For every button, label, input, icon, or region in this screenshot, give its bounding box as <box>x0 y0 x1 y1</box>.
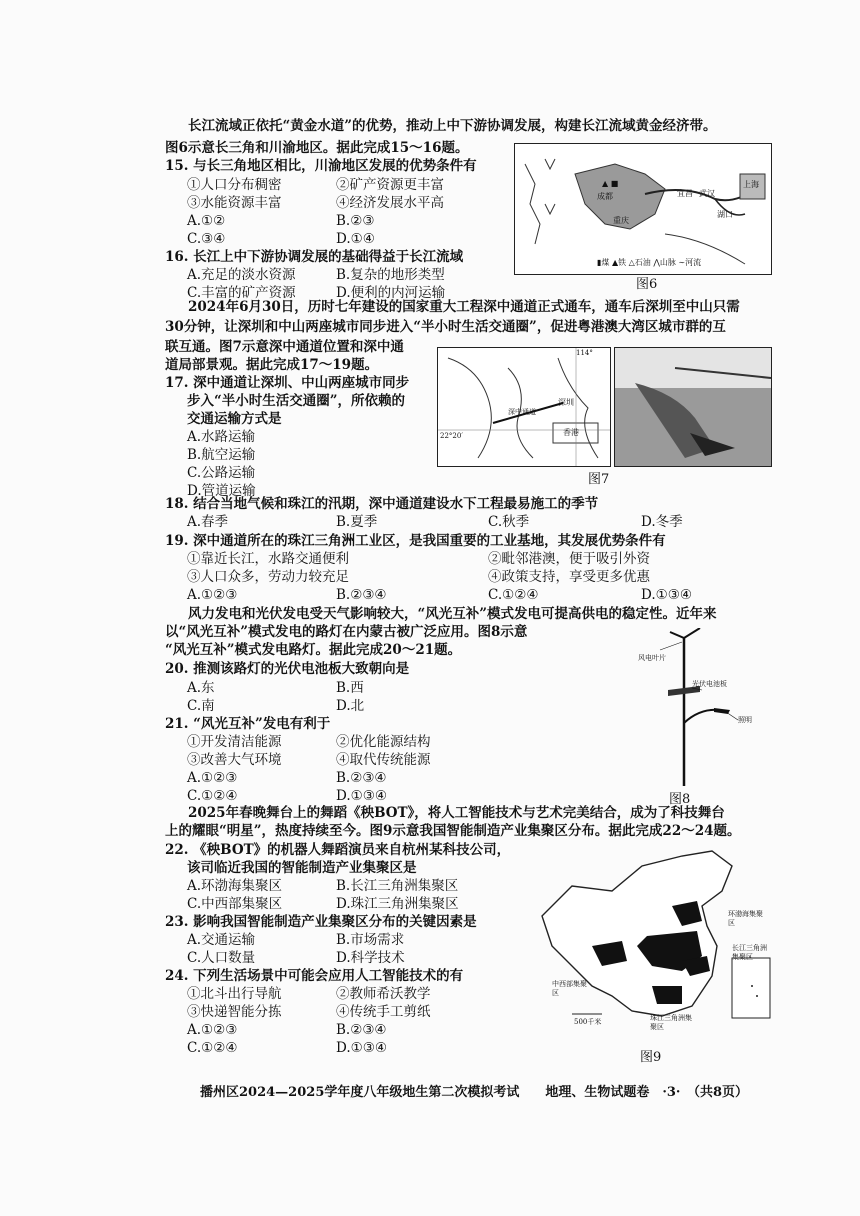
intro-17-19-line1: 2024年6月30日，历时七年建设的国家重大工程深中通道正式通车，通车后深圳至中山只需 <box>188 299 740 315</box>
figure-7-bridge-photo <box>614 347 772 467</box>
label-hukou: 湖口 <box>717 210 733 219</box>
q15-choice-a: A.①② <box>187 213 226 229</box>
q24-stem: 24. 下列生活场景中可能会应用人工智能技术的有 <box>165 968 464 984</box>
q21-opt2: ②优化能源结构 <box>336 734 431 750</box>
q15-opt2: ②矿产资源更丰富 <box>336 177 444 193</box>
q17-stem-line1: 17. 深中通道让深圳、中山两座城市同步 <box>165 375 410 391</box>
svg-text:▲ ■: ▲ ■ <box>602 179 619 188</box>
q20-choice-d: D.北 <box>336 698 365 714</box>
label-chengdu: 成都 <box>597 192 613 201</box>
shenzhong-location-map-graphic <box>438 348 610 466</box>
intro-17-19-line2: 30分钟，让深圳和中山两座城市同步进入“半小时生活交通圈”，促进粤港澳大湾区城市群的互 <box>165 319 726 335</box>
q23-choice-d: D.科学技术 <box>336 950 405 966</box>
figure-8-street-lamp <box>640 628 770 788</box>
intro-22-24-line2: 上的耀眼“明星”，热度持续至今。图9示意我国智能制造产业集聚区分布。据此完成22～24题。 <box>165 823 741 839</box>
q19-stem: 19. 深中通道所在的珠江三角洲工业区，是我国重要的工业基地，其发展优势条件有 <box>165 533 666 549</box>
q23-choice-c: C.人口数量 <box>187 950 256 966</box>
label-hongkong: 香港 <box>563 428 579 437</box>
q16-choice-a: A.充足的淡水资源 <box>187 267 296 283</box>
q21-stem: 21. “风光互补”发电有利于 <box>165 716 331 732</box>
q22-choice-d: D.珠江三角洲集聚区 <box>336 896 459 912</box>
intro-20-21-line1: 风力发电和光伏发电受天气影响较大，“风光互补”模式发电可提高供电的稳定性。近年来 <box>188 606 717 622</box>
q20-choice-a: A.东 <box>187 680 215 696</box>
label-shanghai: 上海 <box>743 180 759 189</box>
label-chongqing: 重庆 <box>613 216 629 225</box>
figure-9-caption: 图9 <box>640 1050 662 1065</box>
q22-stem-line2: 该司临近我国的智能制造产业集聚区是 <box>187 860 417 876</box>
q15-choice-c: C.③④ <box>187 231 226 247</box>
figure-8-caption: 图8 <box>669 792 691 807</box>
q24-opt4: ④传统手工剪纸 <box>336 1004 431 1020</box>
q20-choice-b: B.西 <box>336 680 364 696</box>
q22-choice-a: A.环渤海集聚区 <box>187 878 283 894</box>
q19-choice-a: A.①②③ <box>187 587 238 603</box>
q21-opt4: ④取代传统能源 <box>336 752 431 768</box>
label-lat: 22°20′ <box>440 432 463 440</box>
fig6-legend: ▮煤 ▲铁 △石油 ⋀山脉 ∼河流 <box>597 258 702 267</box>
label-shenzhong-tongdao: 深中通道 <box>508 408 536 416</box>
q24-opt3: ③快递智能分拣 <box>187 1004 282 1020</box>
q17-stem-line3: 交通运输方式是 <box>187 411 282 427</box>
q23-choice-b: B.市场需求 <box>336 932 405 948</box>
intro-17-19-line4: 道局部景观。据此完成17～19题。 <box>165 357 379 373</box>
label-pearl-delta-cluster: 珠江三角洲集聚区 <box>650 1014 692 1031</box>
q22-choice-c: C.中西部集聚区 <box>187 896 283 912</box>
q15-opt4: ④经济发展水平高 <box>336 195 444 211</box>
q18-stem: 18. 结合当地气候和珠江的汛期，深中通道建设水下工程最易施工的季节 <box>165 496 599 512</box>
q24-opt2: ②教师希沃教学 <box>336 986 431 1002</box>
intro-22-24-line1: 2025年春晚舞台上的舞蹈《秧BOT》，将人工智能技术与艺术完美结合，成为了科技舞台 <box>188 805 725 821</box>
q22-stem-line1: 22. 《秧BOT》的机器人舞蹈演员来自杭州某科技公司， <box>165 842 511 858</box>
label-114: 114° <box>576 349 593 357</box>
q18-choice-b: B.夏季 <box>336 514 378 530</box>
q16-stem: 16. 长江上中下游协调发展的基础得益于长江流域 <box>165 249 464 265</box>
q19-choice-c: C.①②④ <box>488 587 539 603</box>
q15-stem: 15. 与长三角地区相比，川渝地区发展的优势条件有 <box>165 158 477 174</box>
intro-20-21-line3: “风光互补”模式发电路灯。据此完成20～21题。 <box>165 642 462 658</box>
q21-choice-b: B.②③④ <box>336 770 387 786</box>
q24-opt1: ①北斗出行导航 <box>187 986 282 1002</box>
q18-choice-d: D.冬季 <box>641 514 683 530</box>
q16-choice-c: C.丰富的矿产资源 <box>187 285 296 301</box>
label-scale: 500千米 <box>574 1018 602 1026</box>
q20-choice-c: C.南 <box>187 698 215 714</box>
q16-choice-b: B.复杂的地形类型 <box>336 267 445 283</box>
figure-6-map <box>514 143 772 275</box>
q18-choice-c: C.秋季 <box>488 514 530 530</box>
q21-opt1: ①开发清洁能源 <box>187 734 282 750</box>
q23-choice-a: A.交通运输 <box>187 932 256 948</box>
label-wind-blade: 风电叶片 <box>638 654 666 662</box>
figure-7-caption: 图7 <box>588 472 610 487</box>
q22-choice-b: B.长江三角洲集聚区 <box>336 878 459 894</box>
label-wuhan: 武汉 <box>699 189 715 198</box>
label-central-west-cluster: 中西部集聚区 <box>552 980 587 997</box>
figure-7-location-map <box>437 347 611 467</box>
q15-opt3: ③水能资源丰富 <box>187 195 282 211</box>
intro-15-16-line1: 长江流域正依托“黄金水道”的优势，推动上中下游协调发展，构建长江流域黄金经济带。 <box>188 118 717 134</box>
q21-choice-d: D.①③④ <box>336 788 387 804</box>
q21-choice-a: A.①②③ <box>187 770 238 786</box>
intro-17-19-line3: 联互通。图7示意深中通道位置和深中通 <box>165 339 404 355</box>
q19-opt3: ③人口众多，劳动力较充足 <box>187 569 349 585</box>
label-pv-panel: 光伏电池板 <box>692 680 727 688</box>
label-shenzhen: 深圳 <box>558 398 574 407</box>
intro-20-21-line2: 以“风光互补”模式发电的路灯在内蒙古被广泛应用。图8示意 <box>165 624 528 640</box>
q16-choice-d: D.便利的内河运输 <box>336 285 446 301</box>
q17-choice-c: C.公路运输 <box>187 465 256 481</box>
q19-choice-b: B.②③④ <box>336 587 387 603</box>
q19-opt2: ②毗邻港澳，便于吸引外资 <box>488 551 650 567</box>
q17-choice-a: A.水路运输 <box>187 429 256 445</box>
q21-choice-c: C.①②④ <box>187 788 238 804</box>
label-bohai-cluster: 环渤海集聚区 <box>728 910 763 927</box>
q17-choice-d: D.管道运输 <box>187 483 256 499</box>
q24-choice-b: B.②③④ <box>336 1022 387 1038</box>
q24-choice-a: A.①②③ <box>187 1022 238 1038</box>
q24-choice-d: D.①③④ <box>336 1040 387 1056</box>
figure-6-caption: 图6 <box>636 277 658 292</box>
q19-choice-d: D.①③④ <box>641 587 692 603</box>
label-lighting: 照明 <box>738 716 752 724</box>
label-yangtze-delta-cluster: 长江三角洲集聚区 <box>732 944 767 961</box>
q15-choice-b: B.②③ <box>336 213 375 229</box>
q24-choice-c: C.①②④ <box>187 1040 238 1056</box>
q19-opt4: ④政策支持，享受更多优惠 <box>488 569 650 585</box>
figure-9-china-map <box>532 846 776 1044</box>
wind-solar-lamp-graphic <box>640 628 770 788</box>
q19-opt1: ①靠近长江，水路交通便利 <box>187 551 349 567</box>
intro-15-16-line2: 图6示意长三角和川渝地区。据此完成15～16题。 <box>165 140 469 156</box>
q17-stem-line2: 步入“半小时生活交通圈”，所依赖的 <box>187 393 406 409</box>
q17-choice-b: B.航空运输 <box>187 447 256 463</box>
label-yichang: 宜昌 <box>677 189 693 198</box>
q20-stem: 20. 推测该路灯的光伏电池板大致朝向是 <box>165 661 410 677</box>
q15-choice-d: D.①④ <box>336 231 375 247</box>
sichuan-yangtze-map-graphic <box>515 144 771 274</box>
q18-choice-a: A.春季 <box>187 514 229 530</box>
q15-opt1: ①人口分布稠密 <box>187 177 282 193</box>
q23-stem: 23. 影响我国智能制造产业集聚区分布的关键因素是 <box>165 914 477 930</box>
bridge-photo-graphic <box>615 348 771 466</box>
q21-opt3: ③改善大气环境 <box>187 752 282 768</box>
page-footer: 播州区2024—2025学年度八年级地生第二次模拟考试 地理、生物试题卷 ·3· （共8页） <box>200 1085 749 1100</box>
